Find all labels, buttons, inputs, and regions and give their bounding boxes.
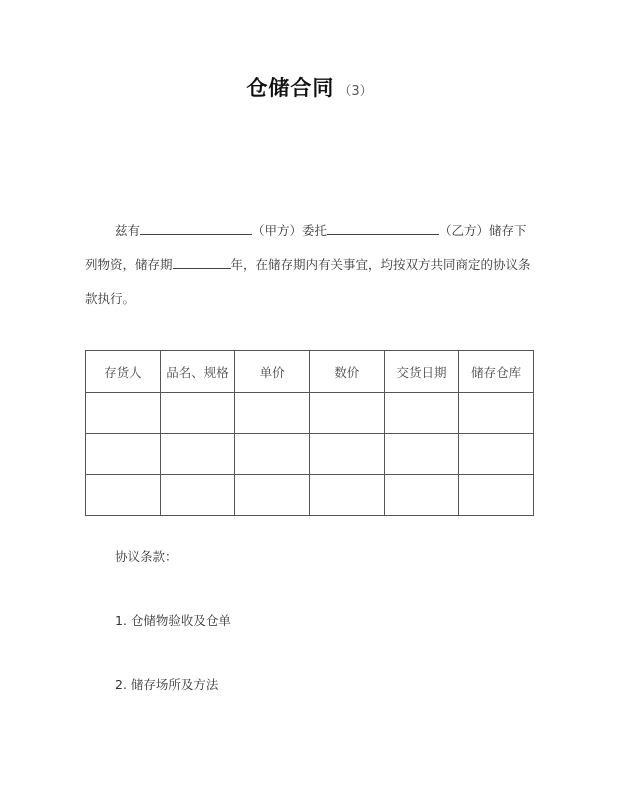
table-cell[interactable]	[160, 475, 235, 516]
table-cell[interactable]	[309, 434, 384, 475]
table-cell[interactable]	[86, 393, 161, 434]
party-a-label: （甲方）委托	[252, 223, 328, 238]
storage-years-blank[interactable]	[173, 254, 231, 269]
document-title	[0, 72, 619, 102]
table-cell[interactable]	[309, 393, 384, 434]
table-cell[interactable]	[160, 434, 235, 475]
intro-line-1	[85, 214, 570, 248]
intro-prefix: 兹有	[115, 223, 141, 238]
title-suffix: （3）	[338, 84, 373, 99]
table-cell[interactable]	[459, 393, 534, 434]
table-row	[86, 475, 534, 516]
table-cell[interactable]	[384, 475, 459, 516]
table-cell[interactable]	[160, 393, 235, 434]
table-cell[interactable]	[309, 475, 384, 516]
table-cell[interactable]	[459, 475, 534, 516]
intro-line-2	[85, 248, 540, 282]
table-header-row	[86, 351, 534, 393]
header-delivery-date: 交货日期	[384, 351, 459, 393]
table-cell[interactable]	[235, 393, 310, 434]
header-depositor: 存货人	[86, 351, 161, 393]
clause-item-2: 2. 储存场所及方法	[115, 677, 219, 692]
table-cell[interactable]	[235, 475, 310, 516]
intro-line2-suffix: 年，在储存期内有关事宜，均按双方共同商定的协议条	[230, 257, 531, 272]
table-cell[interactable]	[86, 475, 161, 516]
table-cell[interactable]	[384, 434, 459, 475]
clause-item-1: 1. 仓储物验收及仓单	[115, 613, 231, 628]
header-unit-price: 单价	[235, 351, 310, 393]
intro-line2-prefix: 列物资，储存期	[85, 257, 173, 272]
party-a-blank[interactable]	[140, 220, 252, 235]
intro-line-3: 款执行。	[85, 291, 136, 306]
table-cell[interactable]	[384, 393, 459, 434]
header-quantity: 数价	[309, 351, 384, 393]
table-cell[interactable]	[235, 434, 310, 475]
party-b-blank[interactable]	[327, 220, 439, 235]
table-row	[86, 434, 534, 475]
header-item-spec: 品名、规格	[160, 351, 235, 393]
header-warehouse: 储存仓库	[459, 351, 534, 393]
goods-table	[85, 350, 534, 516]
clauses-heading: 协议条款：	[115, 549, 178, 564]
title-text: 仓储合同	[246, 76, 335, 100]
table-cell[interactable]	[86, 434, 161, 475]
table-row	[86, 393, 534, 434]
party-b-label: （乙方）储存下	[439, 223, 527, 238]
table-cell[interactable]	[459, 434, 534, 475]
